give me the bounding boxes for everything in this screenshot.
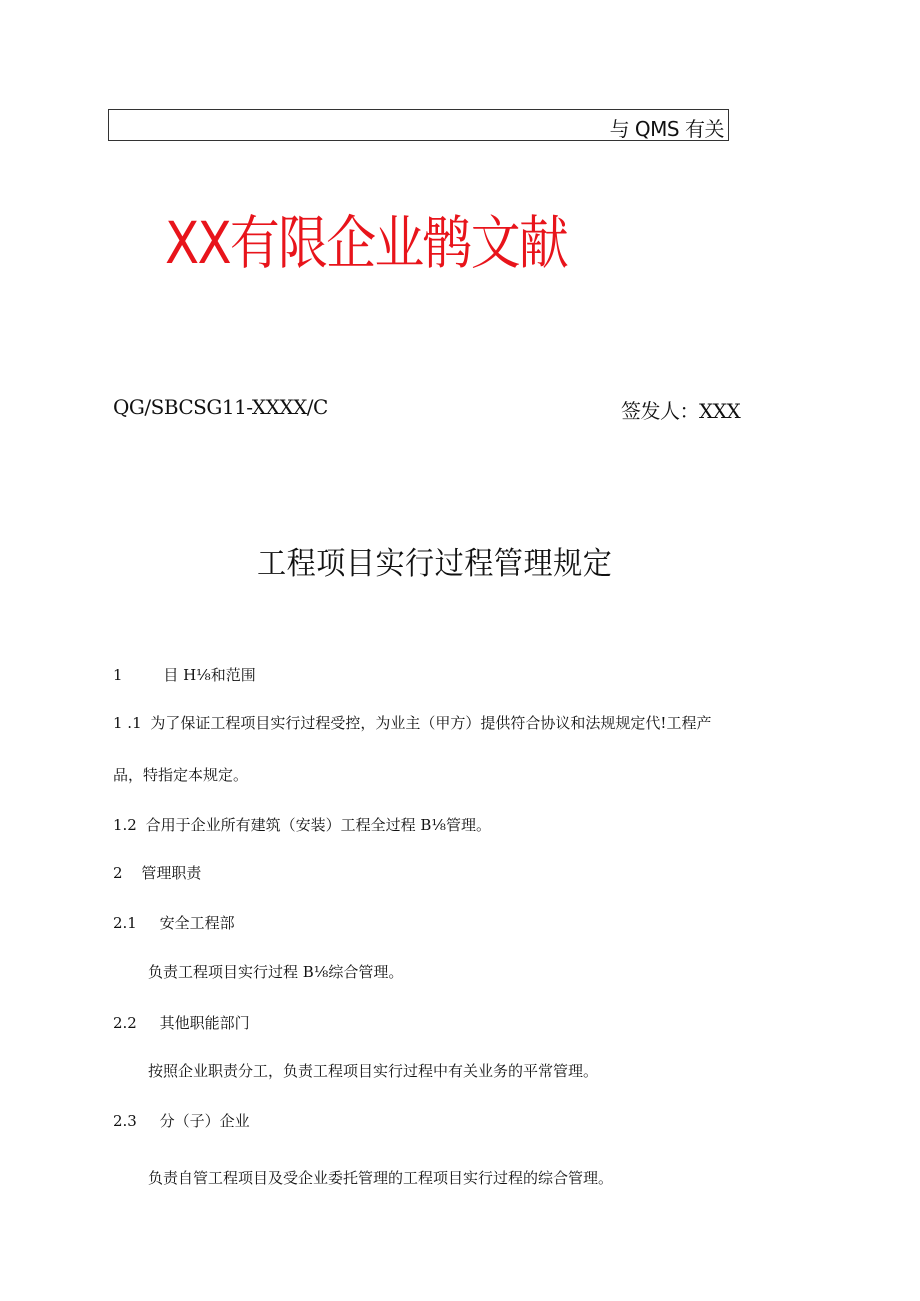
section-text: 目 H⅛和范围 bbox=[163, 666, 256, 684]
clause-2-1 bbox=[113, 913, 235, 933]
section-number: 1 .1 bbox=[113, 714, 142, 732]
clause-2-2 bbox=[113, 1013, 250, 1033]
clause-1-1 bbox=[113, 713, 711, 733]
section-number: 1 bbox=[113, 666, 123, 684]
section-heading-1 bbox=[113, 665, 256, 685]
section-text: 分（子）企业 bbox=[159, 1112, 250, 1130]
section-text: 管理职责 bbox=[141, 864, 202, 882]
section-number: 2 bbox=[113, 864, 123, 882]
clause-1-2 bbox=[113, 815, 491, 835]
section-number: 1.2 bbox=[113, 816, 137, 834]
section-number: 2.3 bbox=[113, 1112, 137, 1130]
section-text: 安全工程部 bbox=[159, 914, 235, 932]
clause-2-3 bbox=[113, 1111, 250, 1131]
section-text: 其他职能部门 bbox=[159, 1014, 250, 1032]
document-title: 工程项目实行过程管理规定 bbox=[257, 546, 613, 582]
section-text: 为了保证工程项目实行过程受控，为业主（甲方）提供符合协议和法规规定代!工程产 bbox=[150, 714, 712, 732]
section-text: 负责工程项目实行过程 B⅛综合管理。 bbox=[148, 963, 404, 981]
issuer: 签发人：XXX bbox=[621, 399, 741, 423]
section-text: 合用于企业所有建筑（安装）工程全过程 B⅛管理。 bbox=[145, 816, 491, 834]
clause-1-1-continuation bbox=[113, 765, 248, 785]
section-heading-2 bbox=[113, 863, 201, 883]
section-number: 2.1 bbox=[113, 914, 137, 932]
clause-2-3-body bbox=[148, 1168, 613, 1188]
section-text: 负责自管工程项目及受企业委托管理的工程项目实行过程的综合管理。 bbox=[148, 1169, 614, 1187]
qms-box bbox=[108, 109, 729, 141]
section-text: 按照企业职责分工，负责工程项目实行过程中有关业务的平常管理。 bbox=[148, 1062, 599, 1080]
clause-2-1-body bbox=[148, 962, 403, 982]
clause-2-2-body bbox=[148, 1061, 598, 1081]
section-number: 2.2 bbox=[113, 1014, 137, 1032]
document-number: QG/SBCSG11-XXXX/C bbox=[113, 395, 328, 419]
section-text: 品，特指定本规定。 bbox=[113, 766, 249, 784]
qms-note: 与 QMS 有关 bbox=[609, 117, 724, 141]
company-title: XX有限企业鹘文献 bbox=[165, 209, 568, 277]
